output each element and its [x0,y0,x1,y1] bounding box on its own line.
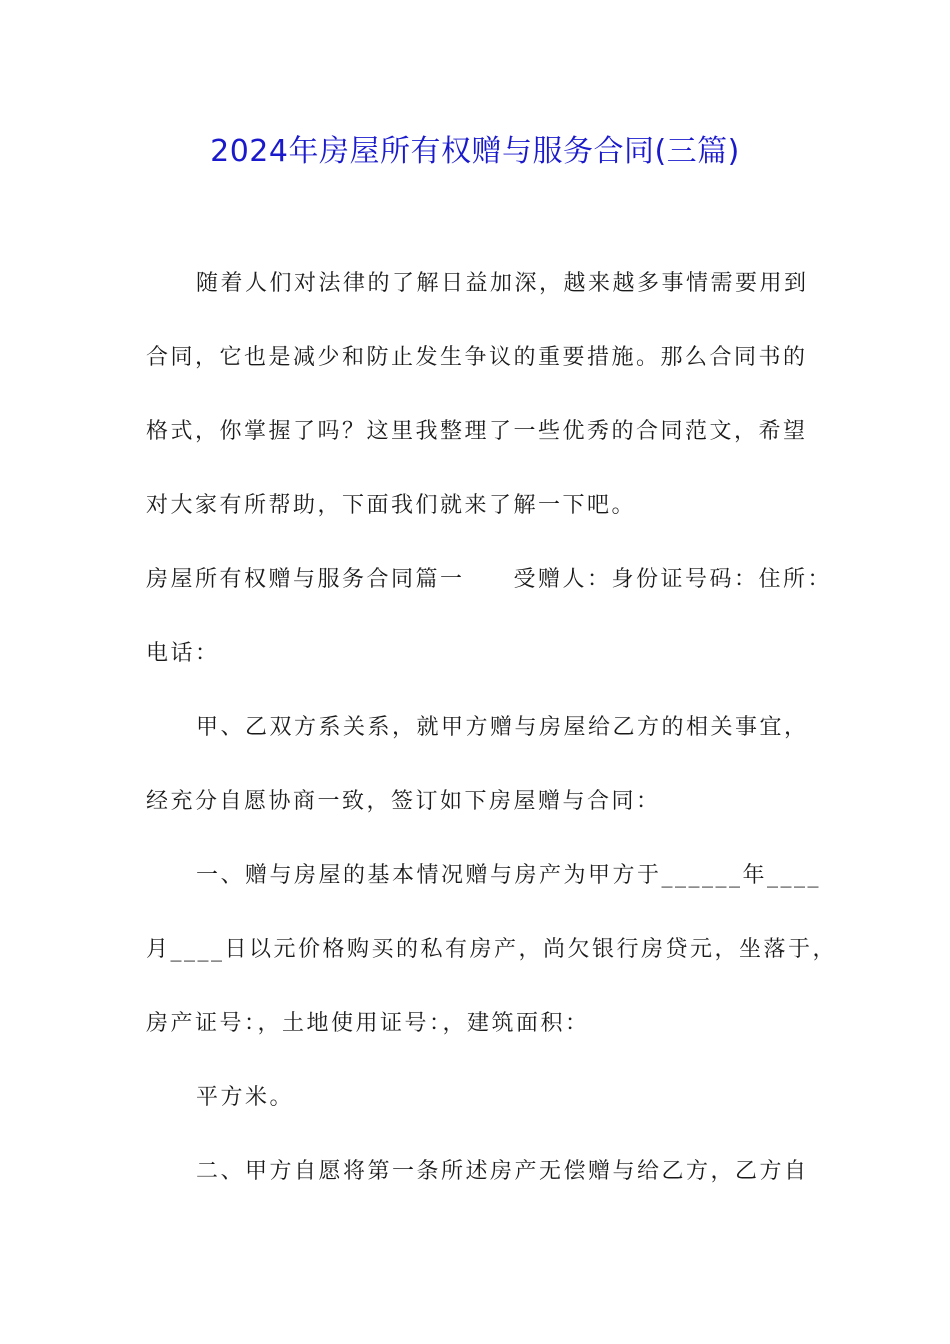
paragraph-line: 二、甲方自愿将第一条所述房产无偿赠与给乙方，乙方自 [196,1159,809,1184]
paragraph-line: 甲、乙双方系关系，就甲方赠与房屋给乙方的相关事宜， [196,715,809,740]
paragraph-line: 平方米。 [196,1085,295,1110]
paragraph-line: 电话： [146,641,220,666]
document-title: 2024年房屋所有权赠与服务合同(三篇) [210,134,740,169]
paragraph-line: 月____日以元价格购买的私有房产，尚欠银行房贷元，坐落于， [146,937,838,962]
paragraph-line: 合同，它也是减少和防止发生争议的重要措施。那么合同书的 [146,345,808,370]
paragraph-line: 房产证号：，土地使用证号：，建筑面积： [146,1011,590,1036]
paragraph-line: 对大家有所帮助，下面我们就来了解一下吧。 [146,493,637,518]
paragraph-line: 随着人们对法律的了解日益加深，越来越多事情需要用到 [196,271,809,296]
paragraph-line: 格式，你掌握了吗？这里我整理了一些优秀的合同范文，希望 [146,419,808,444]
paragraph-line: 一、赠与房屋的基本情况赠与房产为甲方于______年____ [196,863,822,888]
section-heading-line: 房屋所有权赠与服务合同篇一 受赠人：身份证号码：住所： [146,567,833,592]
paragraph-line: 经充分自愿协商一致，签订如下房屋赠与合同： [146,789,661,814]
